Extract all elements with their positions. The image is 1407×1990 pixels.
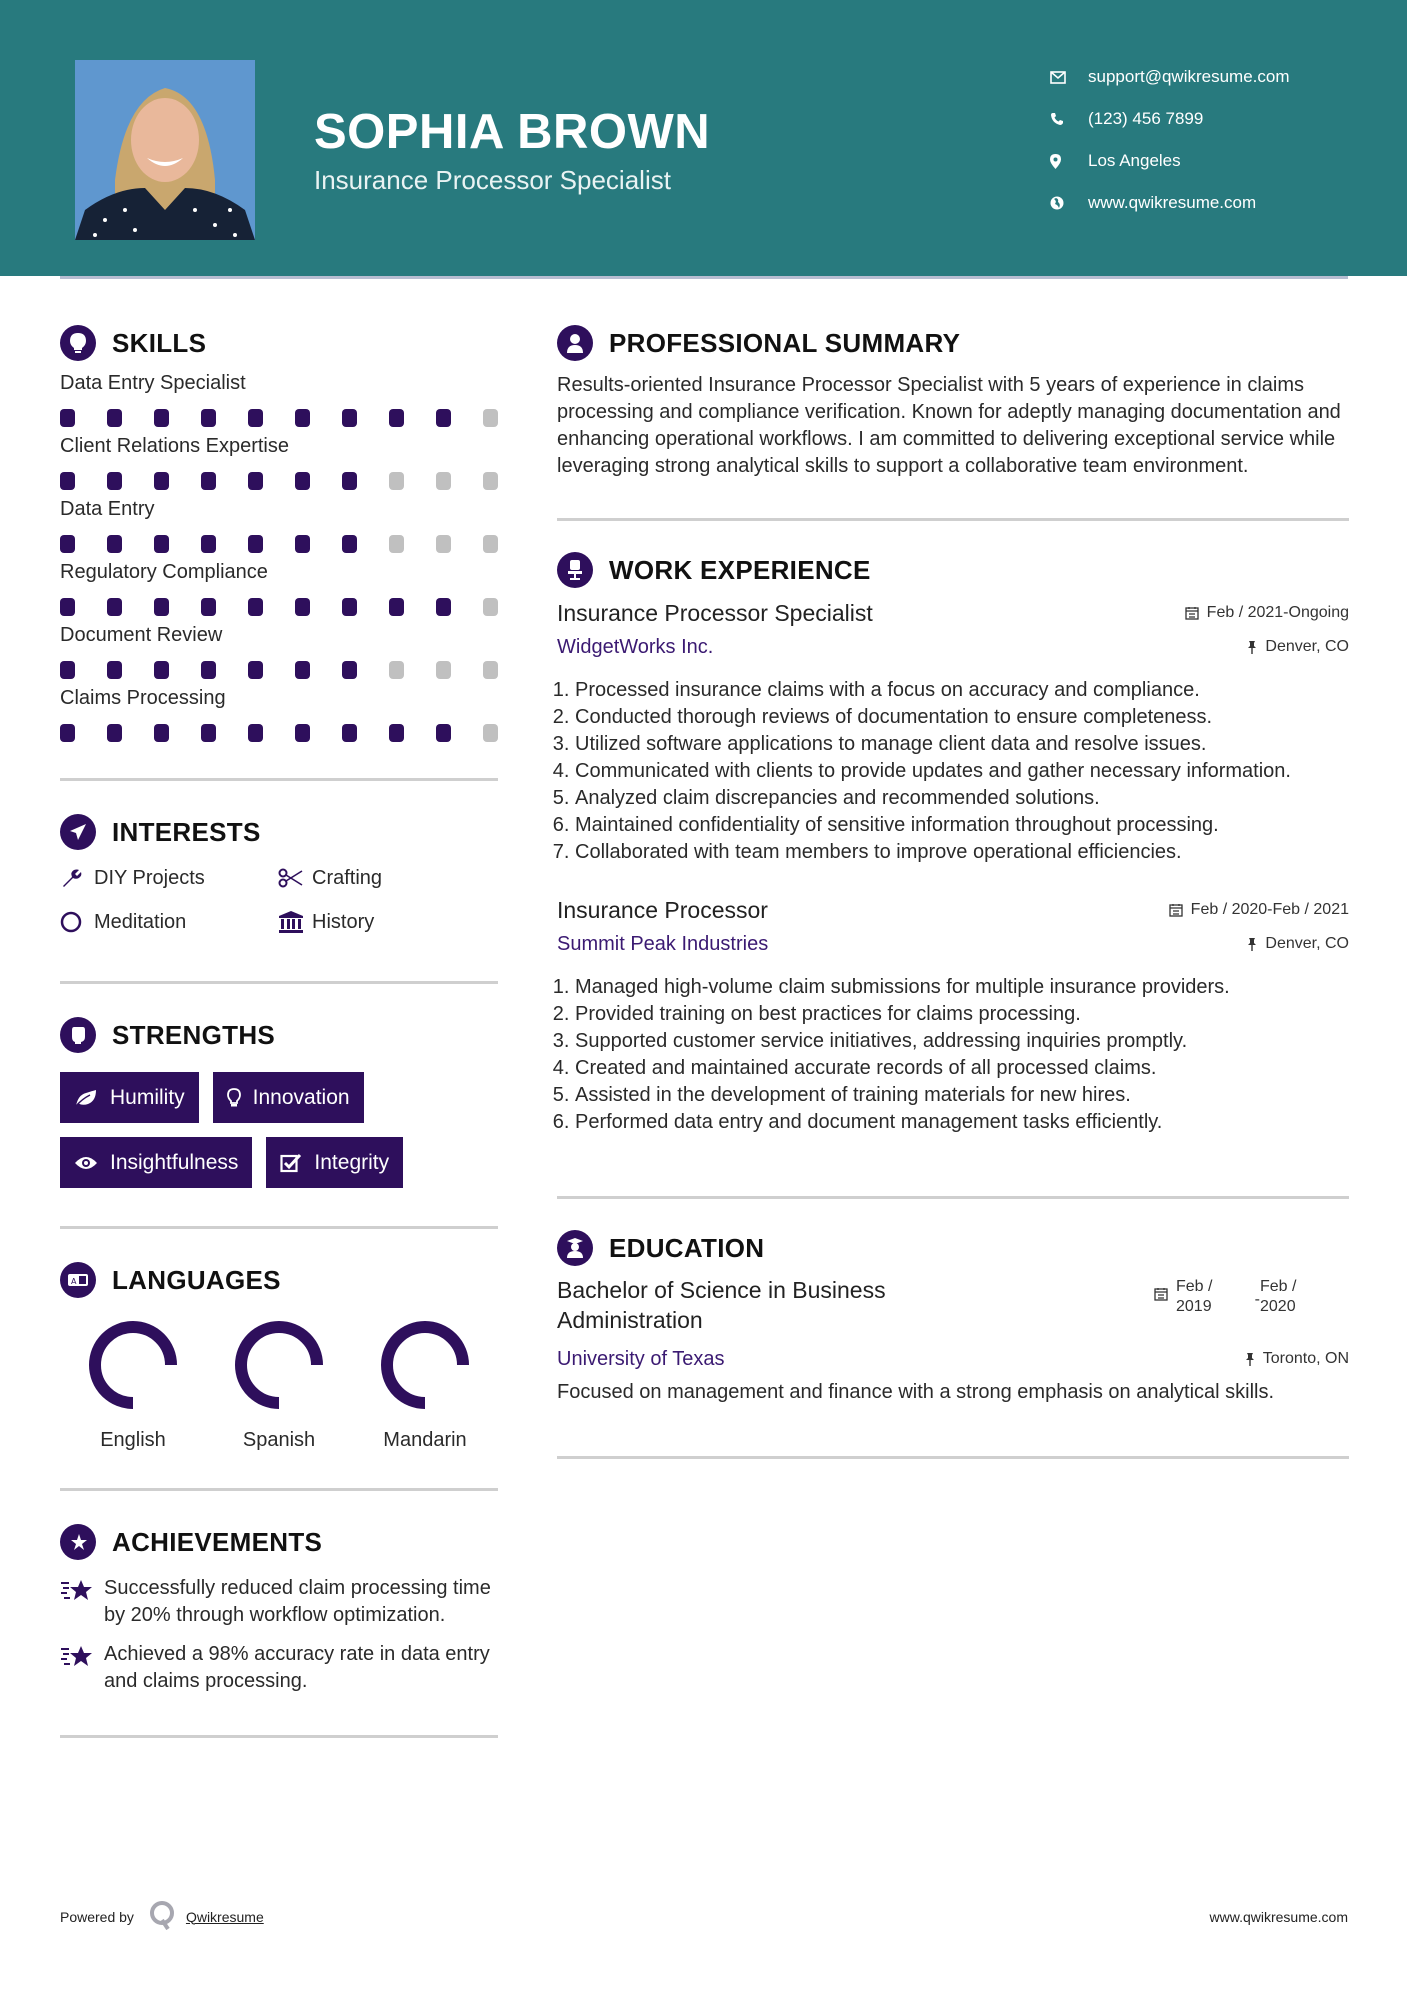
summary-section	[557, 322, 1349, 480]
school-name: University of Texas	[557, 1347, 725, 1370]
rating-dot-empty	[483, 598, 498, 616]
shooting-star-icon	[60, 1641, 104, 1695]
achievement-text: Successfully reduced claim processing time by 20% through workflow optimization.	[104, 1577, 491, 1626]
rating-dot-filled	[248, 661, 263, 679]
rating-dot-filled	[295, 661, 310, 679]
office-chair-icon	[557, 552, 593, 588]
pushpin-icon	[1247, 937, 1257, 951]
checkbox-icon	[280, 1153, 302, 1173]
skill-label: Client Relations Expertise	[60, 435, 289, 457]
paper-plane-icon	[60, 814, 96, 850]
rating-dot-filled	[248, 409, 263, 427]
duty-item: 2. Provided training on best practices for claims processing.	[575, 1001, 1349, 1028]
rating-dot-filled	[248, 724, 263, 742]
interest-item	[60, 907, 278, 937]
language-item	[352, 1319, 498, 1452]
rating-dot-filled	[342, 724, 357, 742]
education-heading: EDUCATION	[609, 1232, 765, 1263]
interest-item	[278, 863, 498, 893]
rating-dot-filled	[60, 661, 75, 679]
skill-label: Regulatory Compliance	[60, 561, 268, 583]
rating-dot-filled	[436, 724, 451, 742]
duty-item: 4. Created and maintained accurate records of all processed claims.	[575, 1055, 1349, 1082]
company-name: WidgetWorks Inc.	[557, 635, 714, 658]
rating-dot-filled	[60, 535, 75, 553]
strengths-heading: STRENGTHS	[112, 1019, 276, 1050]
section-divider	[60, 1226, 498, 1229]
contact-location	[1050, 140, 1290, 182]
job-entry	[557, 892, 1349, 1136]
pushpin-icon	[1247, 640, 1257, 654]
rating-dot-filled	[107, 472, 122, 490]
rating-dot-filled	[60, 409, 75, 427]
qwikresume-logo-icon	[148, 1900, 176, 1933]
rating-dot-filled	[154, 661, 169, 679]
job-title: Insurance Processor Specialist	[557, 599, 873, 626]
languages-heading: LANGUAGES	[112, 1264, 281, 1295]
date-separator: -	[1254, 1291, 1260, 1308]
rating-dot-filled	[201, 535, 216, 553]
globe-icon	[1050, 196, 1088, 210]
qwikresume-link[interactable]: Qwikresume	[185, 1908, 264, 1925]
skills-heading: SKILLS	[112, 327, 207, 358]
graduate-icon	[557, 1230, 593, 1266]
language-level-ring	[87, 1319, 179, 1411]
contact-phone[interactable]	[1050, 98, 1290, 140]
interest-label: Crafting	[312, 866, 383, 889]
section-divider	[60, 1735, 498, 1738]
duty-item: 7. Collaborated with team members to improve operational efficiencies.	[575, 839, 1349, 866]
job-dates: Feb / 2020-Feb / 2021	[1190, 901, 1349, 918]
section-divider	[557, 1196, 1349, 1199]
education-description: Focused on management and finance with a strong emphasis on analytical skills.	[557, 1381, 1275, 1403]
language-level-ring	[233, 1319, 325, 1411]
section-divider	[60, 778, 498, 781]
powered-by-label: Powered by	[60, 1908, 134, 1925]
rating-dot-filled	[107, 598, 122, 616]
duties-list	[557, 677, 1349, 866]
skill-rating	[60, 535, 498, 553]
duty-item: 3. Utilized software applications to manage client data and resolve issues.	[575, 731, 1349, 758]
rating-dot-filled	[107, 409, 122, 427]
section-divider	[60, 981, 498, 984]
strength-tag	[266, 1137, 403, 1188]
lightbulb-icon	[227, 1088, 241, 1108]
duty-item: 2. Conducted thorough reviews of documentation to ensure completeness.	[575, 704, 1349, 731]
skill-rating	[60, 409, 498, 427]
rating-dot-empty	[436, 535, 451, 553]
rating-dot-empty	[483, 472, 498, 490]
footer	[60, 1900, 1348, 1933]
strength-label: Innovation	[252, 1085, 350, 1109]
rating-dot-filled	[201, 472, 216, 490]
skill-rating	[60, 661, 498, 679]
circle-icon	[60, 911, 94, 933]
map-marker-icon	[1050, 154, 1088, 169]
skill-item	[60, 498, 498, 553]
rating-dot-filled	[107, 535, 122, 553]
rating-dot-filled	[342, 535, 357, 553]
contact-email[interactable]	[1050, 56, 1290, 98]
envelope-icon	[1050, 71, 1088, 84]
rating-dot-empty	[483, 661, 498, 679]
rating-dot-empty	[436, 661, 451, 679]
rating-dot-filled	[295, 472, 310, 490]
rating-dot-empty	[483, 535, 498, 553]
skill-label: Data Entry Specialist	[60, 372, 246, 394]
company-name: Summit Peak Industries	[557, 932, 769, 955]
contact-website[interactable]	[1050, 182, 1290, 224]
lightbulb-icon	[60, 325, 96, 361]
duty-item: 5. Assisted in the development of training materials for new hires.	[575, 1082, 1349, 1109]
duty-item: 5. Analyzed claim discrepancies and recommended solutions.	[575, 785, 1349, 812]
rating-dot-filled	[295, 535, 310, 553]
skill-label: Document Review	[60, 624, 223, 646]
education-start: Feb / 2019	[1176, 1278, 1213, 1315]
achievement-text: Achieved a 98% accuracy rate in data entry and claims processing.	[104, 1643, 490, 1692]
rating-dot-filled	[154, 535, 169, 553]
profile-photo	[75, 60, 255, 240]
achievement-item	[60, 1575, 498, 1629]
interest-item	[278, 907, 498, 937]
shooting-star-icon	[60, 1575, 104, 1629]
skill-rating	[60, 598, 498, 616]
contact-email-text: support@qwikresume.com	[1088, 67, 1290, 86]
interests-section	[60, 811, 498, 937]
duty-item: 4. Communicated with clients to provide updates and gather necessary information.	[575, 758, 1349, 785]
svg-text:A: A	[71, 1277, 77, 1286]
language-label: Mandarin	[383, 1429, 467, 1451]
wrench-icon	[60, 867, 94, 889]
contact-location-text: Los Angeles	[1088, 151, 1181, 170]
rating-dot-empty	[436, 472, 451, 490]
skill-item	[60, 372, 498, 427]
language-level-ring	[379, 1319, 471, 1411]
section-divider	[557, 1456, 1349, 1459]
duty-item: 1. Processed insurance claims with a focus on accuracy and compliance.	[575, 677, 1349, 704]
pushpin-icon	[1245, 1352, 1255, 1366]
language-icon	[60, 1262, 96, 1298]
experience-heading: WORK EXPERIENCE	[609, 554, 871, 585]
language-item	[60, 1319, 206, 1452]
job-location: Denver, CO	[1265, 638, 1349, 655]
school-location: Toronto, ON	[1262, 1350, 1349, 1367]
fist-icon	[60, 1017, 96, 1053]
language-label: Spanish	[242, 1429, 316, 1451]
rating-dot-filled	[295, 598, 310, 616]
contact-list	[1050, 56, 1290, 224]
rating-dot-filled	[60, 598, 75, 616]
contact-website-text: www.qwikresume.com	[1088, 193, 1257, 212]
language-label: English	[100, 1429, 166, 1451]
rating-dot-filled	[107, 661, 122, 679]
interest-label: Meditation	[94, 910, 187, 933]
right-column	[557, 322, 1349, 1459]
candidate-title: Insurance Processor Specialist	[314, 165, 671, 195]
user-icon	[557, 325, 593, 361]
rating-dot-filled	[342, 472, 357, 490]
skills-list	[60, 372, 498, 742]
rating-dot-filled	[295, 409, 310, 427]
phone-icon	[1050, 112, 1088, 126]
rating-dot-filled	[154, 598, 169, 616]
section-divider	[60, 1488, 498, 1491]
scissors-icon	[278, 868, 312, 888]
left-column	[60, 322, 498, 1738]
star-badge-icon	[60, 1524, 96, 1560]
summary-text: Results-oriented Insurance Processor Specialist with 5 years of experience in claims processing and compliance verification. Known for adeptly managing documentation and enhancing operational workflows. I am committed to delivering exceptional service while leveraging strong analytical skills to support a collaborative team environment.	[557, 374, 1341, 477]
interest-label: DIY Projects	[94, 866, 205, 889]
duties-list	[557, 974, 1349, 1136]
rating-dot-filled	[248, 598, 263, 616]
achievements-section	[60, 1521, 498, 1695]
rating-dot-filled	[154, 472, 169, 490]
skills-section	[60, 322, 498, 742]
rating-dot-filled	[107, 724, 122, 742]
summary-heading: PROFESSIONAL SUMMARY	[609, 327, 961, 358]
rating-dot-filled	[436, 598, 451, 616]
strength-tag	[60, 1072, 199, 1123]
rating-dot-filled	[436, 409, 451, 427]
header-divider	[60, 276, 1348, 279]
job-title: Insurance Processor	[557, 896, 768, 923]
skill-item	[60, 624, 498, 679]
rating-dot-filled	[248, 472, 263, 490]
rating-dot-filled	[201, 598, 216, 616]
rating-dot-filled	[342, 661, 357, 679]
achievements-heading: ACHIEVEMENTS	[112, 1526, 323, 1557]
language-item	[206, 1319, 352, 1452]
footer-website[interactable]: www.qwikresume.com	[1209, 1908, 1348, 1925]
skill-label: Claims Processing	[60, 687, 226, 709]
job-dates: Feb / 2021-Ongoing	[1206, 604, 1349, 621]
rating-dot-filled	[201, 661, 216, 679]
strength-label: Insightfulness	[110, 1150, 239, 1174]
strength-label: Humility	[110, 1085, 185, 1109]
education-section	[557, 1227, 1349, 1406]
skill-label: Data Entry	[60, 498, 155, 520]
calendar-icon	[1169, 903, 1183, 917]
rating-dot-empty	[389, 661, 404, 679]
degree-title: Bachelor of Science in Business Administration	[557, 1277, 886, 1333]
duty-item: 6. Performed data entry and document management tasks efficiently.	[575, 1109, 1349, 1136]
strength-tag	[60, 1137, 252, 1188]
contact-phone-text: (123) 456 7899	[1088, 109, 1204, 128]
job-location: Denver, CO	[1265, 935, 1349, 952]
strength-tag	[213, 1072, 364, 1123]
calendar-icon	[1154, 1277, 1168, 1301]
skill-item	[60, 687, 498, 742]
rating-dot-filled	[201, 409, 216, 427]
candidate-name: SOPHIA BROWN	[314, 105, 711, 159]
rating-dot-filled	[154, 409, 169, 427]
interest-label: History	[312, 910, 375, 933]
job-entry	[557, 595, 1349, 866]
rating-dot-empty	[389, 472, 404, 490]
calendar-icon	[1185, 606, 1199, 620]
skill-rating	[60, 472, 498, 490]
rating-dot-filled	[60, 472, 75, 490]
strength-label: Integrity	[314, 1150, 390, 1174]
rating-dot-filled	[154, 724, 169, 742]
rating-dot-empty	[483, 724, 498, 742]
rating-dot-filled	[60, 724, 75, 742]
rating-dot-filled	[389, 598, 404, 616]
eye-icon	[74, 1155, 98, 1171]
rating-dot-filled	[342, 409, 357, 427]
resume-header	[0, 0, 1407, 276]
rating-dot-filled	[342, 598, 357, 616]
rating-dot-filled	[201, 724, 216, 742]
rating-dot-empty	[389, 535, 404, 553]
section-divider	[557, 518, 1349, 521]
duty-item: 1. Managed high-volume claim submissions for multiple insurance providers.	[575, 974, 1349, 1001]
achievement-item	[60, 1641, 498, 1695]
institution-icon	[278, 910, 312, 934]
interests-heading: INTERESTS	[112, 816, 261, 847]
rating-dot-filled	[248, 535, 263, 553]
skill-rating	[60, 724, 498, 742]
leaf-icon	[74, 1089, 98, 1107]
interest-item	[60, 863, 278, 893]
experience-section	[557, 549, 1349, 1136]
skill-item	[60, 435, 498, 490]
rating-dot-filled	[295, 724, 310, 742]
education-end: Feb / 2020	[1260, 1278, 1297, 1315]
rating-dot-filled	[389, 409, 404, 427]
duty-item: 3. Supported customer service initiatives, addressing inquiries promptly.	[575, 1028, 1349, 1055]
languages-section	[60, 1259, 498, 1452]
duty-item: 6. Maintained confidentiality of sensitive information throughout processing.	[575, 812, 1349, 839]
rating-dot-empty	[483, 409, 498, 427]
skill-item	[60, 561, 498, 616]
rating-dot-filled	[389, 724, 404, 742]
strengths-section	[60, 1014, 498, 1188]
